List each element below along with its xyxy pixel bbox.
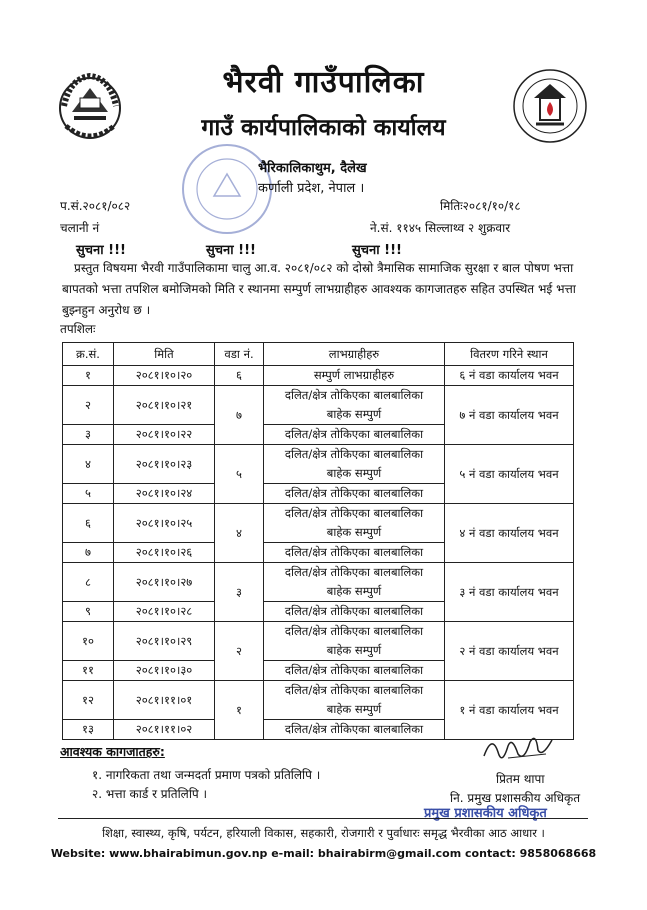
cell-sn: १ [63,366,114,386]
cell-sn: ६ [63,504,114,543]
beneficiary-line: दलित/क्षेत्र तोकिएका बालबालिका [284,447,424,461]
beneficiary-line: दलित/क्षेत्र तोकिएका बालबालिका [284,506,424,520]
cell-beneficiary: दलित/क्षेत्र तोकिएका बालबालिका [264,720,445,740]
cell-ward: ५ [215,445,264,504]
beneficiary-line: दलित/क्षेत्र तोकिएका बालबालिका [284,565,424,579]
beneficiary-line: दलित/क्षेत्र तोकिएका बालबालिका [284,388,424,402]
cell-date: २०८१।१०।२४ [114,484,215,504]
cell-date: २०८१।१०।२० [114,366,215,386]
col-header-date: मिति [114,343,215,366]
cell-beneficiary: सम्पुर्ण लाभग्राहीहरु [264,366,445,386]
cell-sn: ११ [63,661,114,681]
cell-beneficiary [264,504,445,543]
cell-beneficiary [264,563,445,602]
beneficiary-line: बाहेक सम्पुर्ण [326,407,382,421]
requirement-item: २. भत्ता कार्ड र प्रतिलिपि । [92,787,208,801]
requirements-title: आवश्यक कागजातहरु: [60,744,165,759]
office-subtitle: गाउँ कार्यपालिकाको कार्यालय [201,115,446,141]
beneficiary-line: बाहेक सम्पुर्ण [326,584,382,598]
cell-date: २०८१।१०।२३ [114,445,215,484]
footer-divider [58,818,588,819]
notice-label-2: सुचना !!! [206,243,256,258]
cell-ward: २ [215,622,264,681]
cell-place: ५ नं वडा कार्यालय भवन [445,445,574,504]
cell-date: २०८१।१०।२६ [114,543,215,563]
beneficiary-line: बाहेक सम्पुर्ण [326,643,382,657]
cell-sn: १२ [63,681,114,720]
beneficiary-line: दलित/क्षेत्र तोकिएका बालबालिका [284,624,424,638]
cell-beneficiary [264,445,445,484]
beneficiary-line: बाहेक सम्पुर्ण [326,466,382,480]
nepal-sambat-date: ने.सं. ११४५ सिल्लाथ्व २ शुक्रवार [370,221,511,235]
cell-place: १ नं वडा कार्यालय भवन [445,681,574,740]
cell-ward: ७ [215,386,264,445]
notice-body: प्रस्तुत विषयमा भैरवी गाउँपालिकामा चालु आ.व. २०८१/०८२ को दोस्रो त्रैमासिक सामाजिक सुरक्षा र बाल पोषण भत्ता बापतको भत्ता तपशिल बमोजिमको मिति र स्थानमा सम्पुर्ण लाभग्राहीहरु आवश्यक कागजातहरु सहित उपस्थित भई भत्ता बुझ्नहुन अनुरोध छ । [62,261,576,317]
cell-beneficiary: दलित/क्षेत्र तोकिएका बालबालिका [264,602,445,622]
cell-ward: १ [215,681,264,740]
col-header-place: वितरण गरिने स्थान [445,343,574,366]
cell-sn: ५ [63,484,114,504]
col-header-beneficiary: लाभग्राहीहरु [264,343,445,366]
cell-sn: २ [63,386,114,425]
cell-place: ६ नं वडा कार्यालय भवन [445,366,574,386]
letter-date: मितिः२०८१/१०/१८ [440,199,521,213]
cell-sn: ७ [63,543,114,563]
cell-place: ३ नं वडा कार्यालय भवन [445,563,574,622]
cell-beneficiary [264,386,445,425]
address-line-1: भैरिकालिकाथुम, दैलेख [258,161,367,176]
schedule-table [62,342,574,740]
cell-place: २ नं वडा कार्यालय भवन [445,622,574,681]
cell-date: २०८१।१०।३० [114,661,215,681]
beneficiary-line: बाहेक सम्पुर्ण [326,702,382,716]
cell-date: २०८१।१०।२२ [114,425,215,445]
reference-number: प.सं.२०८१/०८२ [60,199,131,213]
signatory-designation: नि. प्रमुख प्रशासकीय अधिकृत [450,791,581,805]
cell-date: २०८१।१०।२९ [114,622,215,661]
notice-label-1: सुचना !!! [76,243,126,258]
cell-sn: ८ [63,563,114,602]
footer-motto: शिक्षा, स्वास्थ्य, कृषि, पर्यटन, हरियाली विकास, सहकारी, रोजगारी र पुर्वाधारः समृद्ध भैरवीका आठ आधार । [102,826,545,840]
cell-sn: १३ [63,720,114,740]
cell-ward: ६ [215,366,264,386]
cell-date: २०८१।१०।२८ [114,602,215,622]
signature [478,728,558,770]
cell-beneficiary: दलित/क्षेत्र तोकिएका बालबालिका [264,484,445,504]
cell-place: ४ नं वडा कार्यालय भवन [445,504,574,563]
table-caption: तपशिलः [60,322,96,336]
beneficiary-line: बाहेक सम्पुर्ण [326,525,382,539]
address-line-2: कर्णाली प्रदेश, नेपाल । [258,181,365,196]
cell-ward: ४ [215,504,264,563]
col-header-sn: क्र.सं. [63,343,114,366]
cell-place: ७ नं वडा कार्यालय भवन [445,386,574,445]
cell-beneficiary [264,681,445,720]
designation-stamp: प्रमुख प्रशासकीय अधिकृत [424,806,547,821]
cell-date: २०८१।१०।२५ [114,504,215,543]
cell-beneficiary: दलित/क्षेत्र तोकिएका बालबालिका [264,425,445,445]
beneficiary-line: दलित/क्षेत्र तोकिएका बालबालिका [284,683,424,697]
cell-beneficiary [264,622,445,661]
cell-date: २०८१।१०।२१ [114,386,215,425]
cell-beneficiary: दलित/क्षेत्र तोकिएका बालबालिका [264,661,445,681]
cell-date: २०८१।१०।२७ [114,563,215,602]
cell-sn: १० [63,622,114,661]
cell-beneficiary: दलित/क्षेत्र तोकिएका बालबालिका [264,543,445,563]
col-header-ward: वडा नं. [215,343,264,366]
footer-contact: Website: www.bhairabimun.gov.np e-mail: bhairabirm@gmail.com contact: 9858068668 [50,847,597,860]
cell-ward: ३ [215,563,264,622]
table-row [63,366,574,386]
cell-date: २०८१।११।०२ [114,720,215,740]
cell-sn: ३ [63,425,114,445]
cell-date: २०८१।११।०१ [114,681,215,720]
office-title: भैरवी गाउँपालिका [222,65,425,100]
dispatch-number: चलानी नं [60,221,100,235]
requirement-item: १. नागरिकता तथा जन्मदर्ता प्रमाण पत्रको प्रतिलिपि । [92,768,321,782]
signatory-name: प्रितम थापा [496,772,545,786]
cell-sn: ४ [63,445,114,484]
cell-sn: ९ [63,602,114,622]
notice-label-3: सुचना !!! [352,243,402,258]
